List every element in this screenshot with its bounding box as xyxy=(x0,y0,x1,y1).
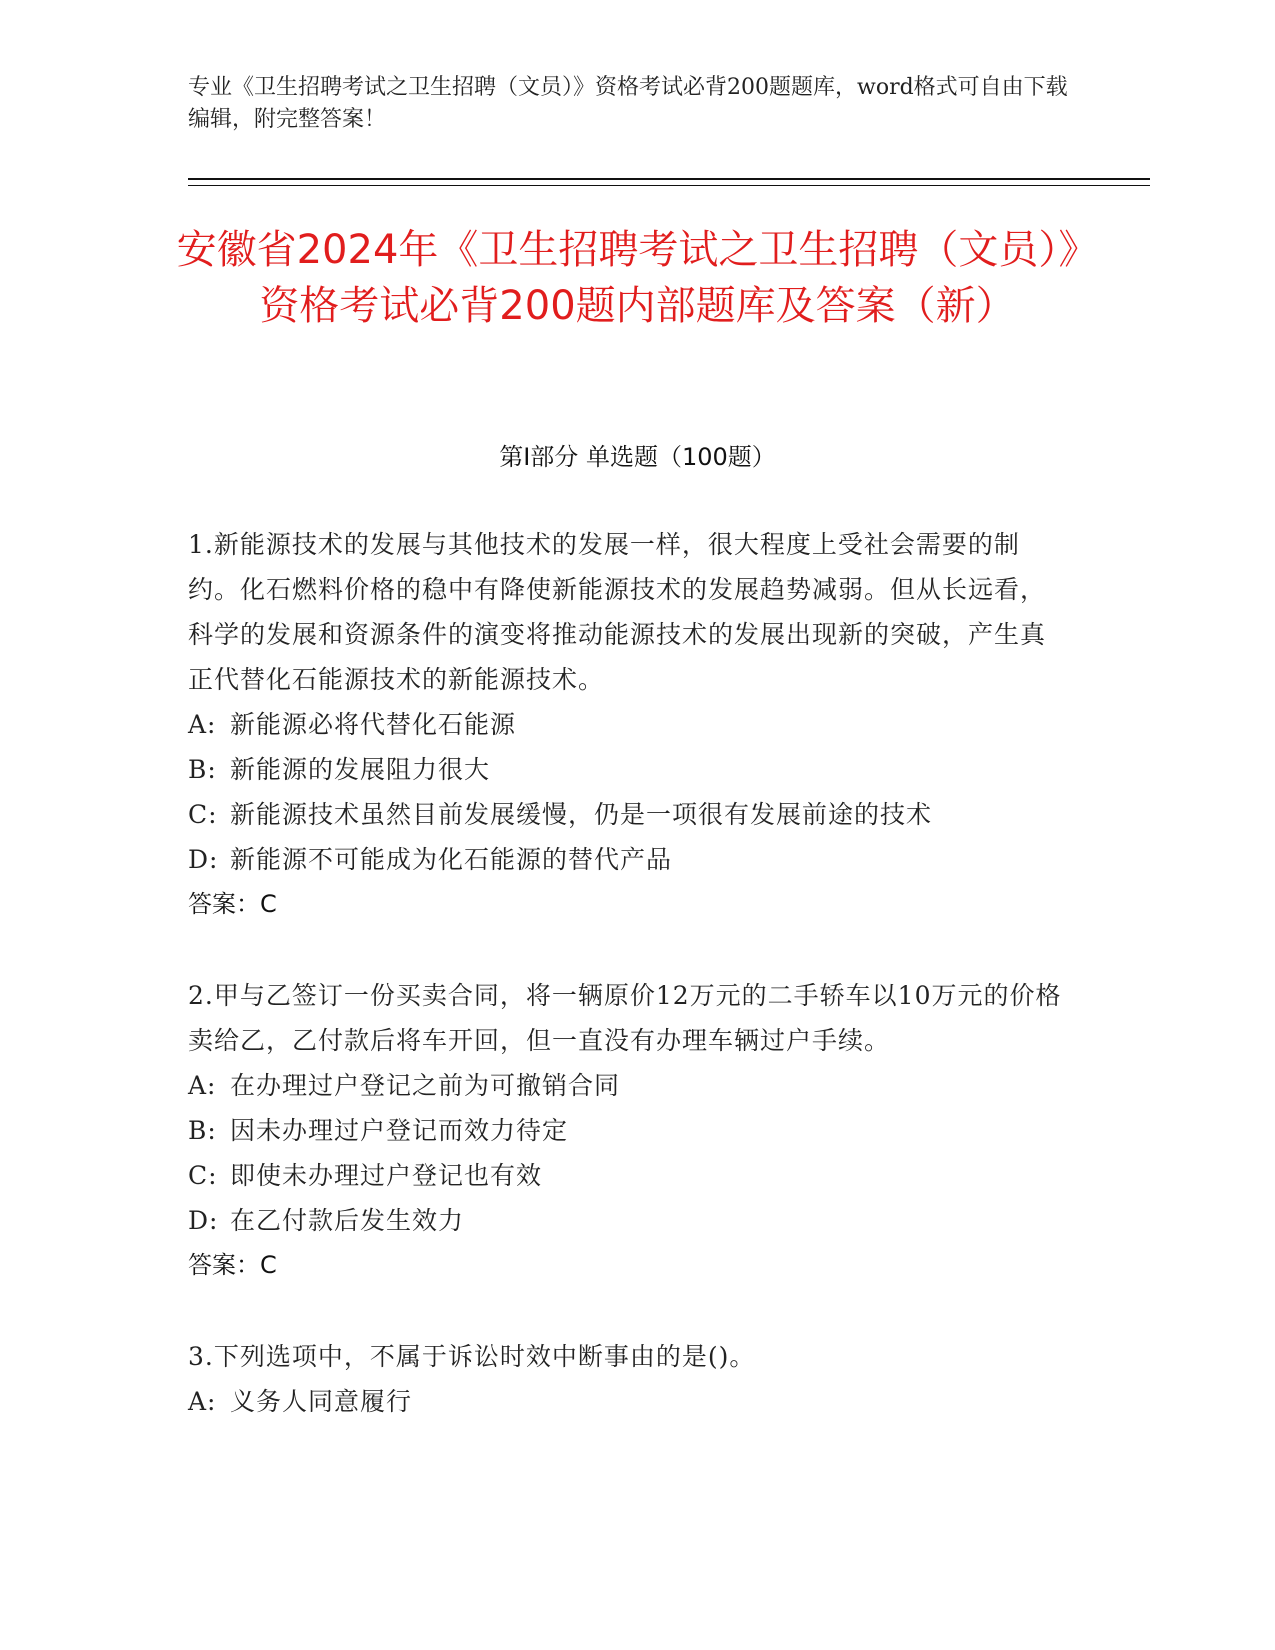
option-key: A: xyxy=(188,1387,217,1416)
answer-label: 答案：C xyxy=(188,890,277,918)
section-title: 第I部分 单选题（100题） xyxy=(499,443,776,471)
question-1 xyxy=(188,522,1068,927)
option-text: 新能源的发展阻力很大 xyxy=(230,755,491,784)
option-key: C: xyxy=(188,800,218,829)
question-3 xyxy=(188,1334,1068,1424)
option-b xyxy=(188,747,1068,792)
option-text: 即使未办理过户登记也有效 xyxy=(230,1161,543,1190)
option-text: 新能源技术虽然目前发展缓慢，仍是一项很有发展前途的技术 xyxy=(230,800,933,829)
option-text: 新能源不可能成为化石能源的替代产品 xyxy=(230,845,673,874)
question-stem: 3.下列选项中，不属于诉讼时效中断事由的是()。 xyxy=(188,1342,756,1371)
option-a xyxy=(188,702,1068,747)
option-text: 在乙付款后发生效力 xyxy=(230,1206,465,1235)
option-key: A: xyxy=(188,1071,217,1100)
option-text: 义务人同意履行 xyxy=(230,1387,413,1416)
question-stem: 1.新能源技术的发展与其他技术的发展一样，很大程度上受社会需要的制约。化石燃料价格的稳中有降使新能源技术的发展趋势减弱。但从长远看，科学的发展和资源条件的演变将推动能源技术的发展出现新的突破，产生真正代替化石能源技术的新能源技术。 xyxy=(188,530,1047,694)
header-note: 专业《卫生招聘考试之卫生招聘（文员）》资格考试必背200题题库，word格式可自由下载编辑，附完整答案！ xyxy=(188,75,1068,132)
question-list xyxy=(188,522,1068,1470)
option-key: C: xyxy=(188,1161,218,1190)
answer-label: 答案：C xyxy=(188,1251,277,1279)
option-a xyxy=(188,1379,1068,1424)
option-text: 在办理过户登记之前为可撤销合同 xyxy=(230,1071,621,1100)
option-key: B: xyxy=(188,755,217,784)
header-divider-thin xyxy=(188,185,1150,186)
header-divider-thick xyxy=(188,178,1150,180)
page-title: 安徽省2024年《卫生招聘考试之卫生招聘（文员）》资格考试必背200题内部题库及答案（新） xyxy=(176,227,1099,329)
option-c xyxy=(188,792,1068,837)
option-key: B: xyxy=(188,1116,217,1145)
question-2 xyxy=(188,973,1068,1288)
option-key: D: xyxy=(188,845,219,874)
option-text: 因未办理过户登记而效力待定 xyxy=(230,1116,569,1145)
option-text: 新能源必将代替化石能源 xyxy=(230,710,517,739)
option-key: D: xyxy=(188,1206,219,1235)
option-key: A: xyxy=(188,710,217,739)
option-a xyxy=(188,1063,1068,1108)
question-stem: 2.甲与乙签订一份买卖合同，将一辆原价12万元的二手轿车以10万元的价格卖给乙，乙付款后将车开回，但一直没有办理车辆过户手续。 xyxy=(188,981,1062,1055)
option-c xyxy=(188,1153,1068,1198)
option-b xyxy=(188,1108,1068,1153)
option-d xyxy=(188,837,1068,882)
option-d xyxy=(188,1198,1068,1243)
